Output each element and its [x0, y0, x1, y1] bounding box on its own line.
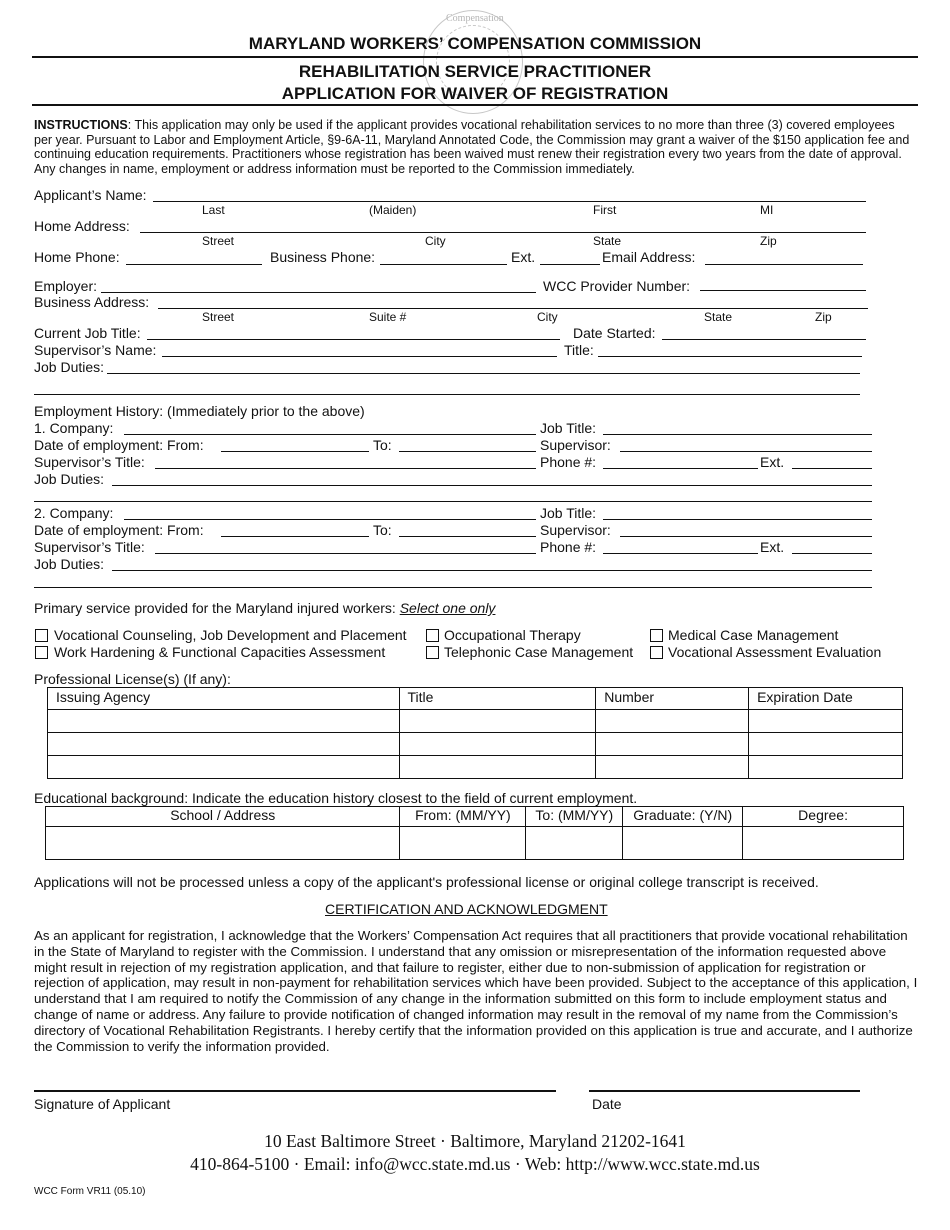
history2-ext-label: Ext. [760, 539, 785, 555]
ext-label: Ext. [511, 249, 536, 265]
history1-phone-label: Phone #: [540, 454, 597, 470]
form-id: WCC Form VR11 (05.10) [34, 1186, 146, 1197]
sub-state: State [593, 234, 622, 248]
history1-supervisor-field[interactable] [620, 451, 872, 452]
home-address-label: Home Address: [34, 218, 130, 234]
license-cell[interactable] [48, 710, 400, 733]
education-table [45, 806, 904, 860]
history1-from-label: Date of employment: From: [34, 437, 204, 453]
history2-duties-label: Job Duties: [34, 556, 105, 572]
history2-to-label: To: [373, 522, 392, 538]
license-col-number: Number [596, 688, 749, 710]
business-address-label: Business Address: [34, 294, 150, 310]
job-duties-field[interactable] [107, 373, 860, 374]
history1-ext-label: Ext. [760, 454, 785, 470]
license-table [47, 687, 903, 779]
license-cell[interactable] [749, 710, 903, 733]
option-medical-case-management: Medical Case Management [668, 627, 839, 643]
applicant-name-label: Applicant’s Name: [34, 187, 147, 203]
business-phone-label: Business Phone: [270, 249, 376, 265]
history2-from-field[interactable] [221, 536, 369, 537]
date-field[interactable] [589, 1090, 860, 1092]
history1-company-label: 1. Company: [34, 420, 114, 436]
history2-phone-label: Phone #: [540, 539, 597, 555]
license-cell[interactable] [48, 733, 400, 756]
home-address-field[interactable] [140, 232, 866, 233]
date-started-field[interactable] [662, 339, 866, 340]
current-job-field[interactable] [147, 339, 560, 340]
certification-text: As an applicant for registration, I acknowledge that the Workers’ Compensation Act requires that all practitioners that provide vocational rehabilitation in the State of Maryland to register with the Commission. I understand that any omission or misrepresentation of the information requested above might result in rejection of my registration application, and that failure to register, either due to non-submission of application for registration or rejection of application, may result in non-payment for rehabilitation services which have been provided. Subject to the acceptance of this application, I understand that I am required to notify the Commission of any change in the information submitted on this form to include employment status and change of name or address. Any failure to provide notification of changed information may result in the removal of my name from the Commission’s directory of Vocational Rehabilitation Registrants. I hereby certify that the information provided on this application is true and accurate, and I authorize the Commission to verify the information provided. [34, 928, 918, 1054]
history1-company-field[interactable] [124, 434, 536, 435]
commission-title: MARYLAND WORKERS’ COMPENSATION COMMISSION [248, 34, 702, 53]
checkbox-occupational-therapy[interactable] [426, 629, 439, 642]
education-cell[interactable] [623, 827, 743, 860]
applicant-name-field[interactable] [153, 201, 866, 202]
service-prompt: Primary service provided for the Maryland injured workers: Select one only [34, 600, 496, 616]
history2-supervisor-label: Supervisor: [540, 522, 611, 538]
business-phone-field[interactable] [380, 264, 507, 265]
instructions: INSTRUCTIONS: This application may only be used if the applicant provides vocational rehabilitation services to no more than three (3) covered employees per year. Pursuant to Labor and Employment Article, §9-6A-11, Maryland Annotated Code, the Commission may grant a waiver of the $150 application fee and continuing education requirements. Practitioners whose registration has been waived must renew their registration every two years from the date of approval. Any changes in name, employment or address information must be reported to the Commission immediately. [34, 118, 910, 176]
history1-phone-field[interactable] [603, 468, 758, 469]
history1-duties-field-2[interactable] [34, 501, 872, 502]
history1-to-label: To: [373, 437, 392, 453]
home-phone-label: Home Phone: [34, 249, 120, 265]
history1-from-field[interactable] [221, 451, 369, 452]
history1-duties-field[interactable] [112, 485, 872, 486]
history1-to-field[interactable] [399, 451, 536, 452]
license-cell[interactable] [749, 756, 903, 779]
license-col-expiration: Expiration Date [749, 688, 903, 710]
history2-supervisor-field[interactable] [620, 536, 872, 537]
sub-b-street: Street [202, 310, 235, 324]
checkbox-vocational-assessment[interactable] [650, 646, 663, 659]
option-work-hardening: Work Hardening & Functional Capacities Assessment [54, 644, 386, 660]
checkbox-work-hardening[interactable] [35, 646, 48, 659]
history1-suptitle-field[interactable] [155, 468, 536, 469]
license-cell[interactable] [596, 733, 749, 756]
history2-duties-field-2[interactable] [34, 587, 872, 588]
license-cell[interactable] [749, 733, 903, 756]
seal-text: Compensation [446, 13, 504, 24]
wcc-provider-field[interactable] [700, 290, 866, 291]
sub-last: Last [202, 203, 225, 217]
history-heading: Employment History: (Immediately prior to the above) [34, 403, 365, 419]
signature-label: Signature of Applicant [34, 1096, 171, 1112]
processing-notice: Applications will not be processed unless a copy of the applicant's professional license or original college transcript is received. [34, 874, 819, 890]
checkbox-telephonic-case[interactable] [426, 646, 439, 659]
history2-ext-field[interactable] [792, 553, 872, 554]
supervisor-name-label: Supervisor’s Name: [34, 342, 157, 358]
history2-company-field[interactable] [124, 519, 536, 520]
history1-supervisor-label: Supervisor: [540, 437, 611, 453]
header-rule-bottom [32, 104, 918, 106]
sub-city: City [425, 234, 446, 248]
history1-ext-field[interactable] [792, 468, 872, 469]
education-cell[interactable] [400, 827, 526, 860]
form-title-2: APPLICATION FOR WAIVER OF REGISTRATION [281, 84, 669, 103]
certification-heading: CERTIFICATION AND ACKNOWLEDGMENT [325, 901, 608, 917]
education-label: Educational background: Indicate the education history closest to the field of current employment. [34, 790, 638, 806]
history1-jobtitle-label: Job Title: [540, 420, 597, 436]
home-phone-field[interactable] [126, 264, 262, 265]
signature-field[interactable] [34, 1090, 556, 1092]
history2-phone-field[interactable] [603, 553, 758, 554]
service-select-hint: Select one only [399, 600, 496, 616]
education-cell[interactable] [526, 827, 623, 860]
sub-b-city: City [537, 310, 558, 324]
education-col-school: School / Address [46, 807, 400, 827]
employer-label: Employer: [34, 278, 98, 294]
job-duties-field-2[interactable] [34, 394, 860, 395]
history1-jobtitle-field[interactable] [603, 434, 872, 435]
sub-maiden: (Maiden) [369, 203, 417, 217]
sub-first: First [593, 203, 617, 217]
option-telephonic-case: Telephonic Case Management [444, 644, 634, 660]
history2-jobtitle-field[interactable] [603, 519, 872, 520]
education-cell[interactable] [743, 827, 904, 860]
email-field[interactable] [705, 264, 863, 265]
checkbox-medical-case-management[interactable] [650, 629, 663, 642]
title-label: Title: [564, 342, 594, 358]
sub-zip: Zip [760, 234, 777, 248]
form-title-1: REHABILITATION SERVICE PRACTITIONER [298, 62, 652, 81]
employer-field[interactable] [101, 292, 536, 293]
checkbox-vocational-counseling[interactable] [35, 629, 48, 642]
date-started-label: Date Started: [573, 325, 656, 341]
option-vocational-counseling: Vocational Counseling, Job Development and Placement [54, 627, 407, 643]
history2-from-label: Date of employment: From: [34, 522, 204, 538]
education-cell[interactable] [46, 827, 400, 860]
date-label: Date [592, 1096, 622, 1112]
education-col-graduate: Graduate: (Y/N) [623, 807, 743, 827]
email-label: Email Address: [602, 249, 696, 265]
footer-address: 10 East Baltimore Street · Baltimore, Maryland 21202-1641 [264, 1131, 686, 1151]
title-field[interactable] [598, 356, 862, 357]
license-col-agency: Issuing Agency [48, 688, 400, 710]
license-label: Professional License(s) (If any): [34, 671, 231, 687]
license-cell[interactable] [48, 756, 400, 779]
footer-contact: 410-864-5100 · Email: info@wcc.state.md.us · Web: http://www.wcc.state.md.us [190, 1154, 760, 1174]
license-cell[interactable] [596, 710, 749, 733]
current-job-label: Current Job Title: [34, 325, 141, 341]
license-cell[interactable] [399, 710, 596, 733]
history2-to-field[interactable] [399, 536, 536, 537]
sub-b-suite: Suite # [369, 310, 407, 324]
wcc-provider-label: WCC Provider Number: [543, 278, 691, 294]
sub-street: Street [202, 234, 235, 248]
supervisor-name-field[interactable] [162, 356, 557, 357]
option-vocational-assessment: Vocational Assessment Evaluation [668, 644, 882, 660]
education-col-from: From: (MM/YY) [400, 807, 526, 827]
business-address-field[interactable] [158, 308, 868, 309]
option-occupational-therapy: Occupational Therapy [444, 627, 581, 643]
sub-b-zip: Zip [815, 310, 832, 324]
license-cell[interactable] [399, 733, 596, 756]
license-cell[interactable] [596, 756, 749, 779]
sub-mi: MI [760, 203, 774, 217]
history2-company-label: 2. Company: [34, 505, 114, 521]
job-duties-label: Job Duties: [34, 359, 105, 375]
education-col-degree: Degree: [743, 807, 904, 827]
history1-duties-label: Job Duties: [34, 471, 105, 487]
license-col-title: Title [399, 688, 596, 710]
history2-jobtitle-label: Job Title: [540, 505, 597, 521]
header-rule-top [32, 56, 918, 58]
license-cell[interactable] [399, 756, 596, 779]
sub-b-state: State [704, 310, 733, 324]
history2-suptitle-label: Supervisor’s Title: [34, 539, 145, 555]
ext-field[interactable] [540, 264, 600, 265]
history1-suptitle-label: Supervisor’s Title: [34, 454, 145, 470]
history2-suptitle-field[interactable] [155, 553, 536, 554]
education-col-to: To: (MM/YY) [526, 807, 623, 827]
history2-duties-field[interactable] [112, 570, 872, 571]
